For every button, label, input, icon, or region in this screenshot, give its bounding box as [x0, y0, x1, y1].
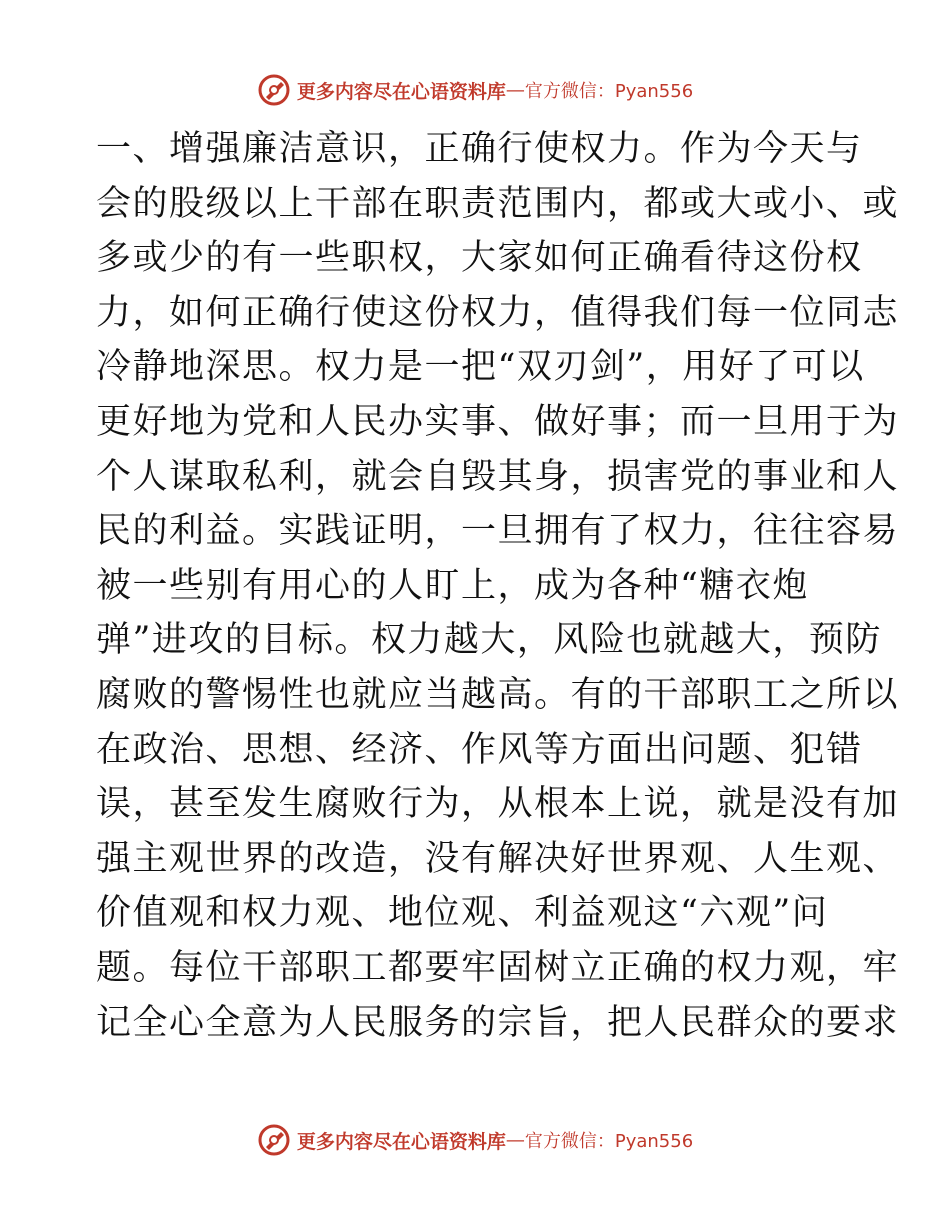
header-banner: [0, 70, 950, 110]
footer-banner-text: 更多内容尽在心语资料库: [296, 1130, 506, 1153]
text-line: 强主观世界的改造，没有解决好世界观、人生观、: [96, 838, 900, 879]
text-line: 一、增强廉洁意识，正确行使权力。作为今天与: [96, 129, 863, 169]
document-body: [96, 122, 900, 1050]
logo-icon: [257, 73, 291, 107]
text-line: 力，如何正确行使这份权力，值得我们每一位同志: [96, 292, 900, 333]
footer-banner-separator: —: [505, 1129, 525, 1151]
text-line: 在政治、思想、经济、作风等方面出问题、犯错: [96, 729, 863, 770]
text-line: 被一些别有用心的人盯上，成为各种“糖衣炮: [96, 565, 809, 606]
text-line: 误，甚至发生腐败行为，从根本上说，就是没有加: [96, 784, 900, 825]
text-line: 冷静地深思。权力是一把“双刃剑”，用好了可以: [96, 347, 865, 388]
text-line: 记全心全意为人民服务的宗旨，把人民群众的要求: [96, 1002, 900, 1043]
text-line: 弹”进攻的目标。权力越大，风险也就越大，预防: [96, 620, 882, 661]
text-line: 价值观和权力观、地位观、利益观这“六观”问: [96, 893, 829, 934]
footer-wechat-text: 官方微信：Pyan556: [524, 1131, 694, 1152]
header-wechat-text: 官方微信：Pyan556: [524, 81, 694, 102]
text-line: 腐败的警惕性也就应当越高。有的干部职工之所以: [96, 674, 900, 715]
header-banner-separator: —: [505, 79, 525, 101]
text-line: 个人谋取私利，就会自毁其身，损害党的事业和人: [96, 456, 900, 497]
text-line: 更好地为党和人民办实事、做好事；而一旦用于为: [96, 401, 900, 442]
text-line: 多或少的有一些职权，大家如何正确看待这份权: [96, 238, 863, 279]
logo-icon: [257, 1123, 291, 1157]
text-line: 民的利益。实践证明，一旦拥有了权力，往往容易: [96, 511, 900, 552]
text-line: 会的股级以上干部在职责范围内，都或大或小、或: [96, 183, 900, 224]
header-banner-text: 更多内容尽在心语资料库: [296, 80, 506, 103]
footer-banner: [0, 1120, 950, 1160]
text-line: 题。每位干部职工都要牢固树立正确的权力观，牢: [96, 947, 900, 988]
